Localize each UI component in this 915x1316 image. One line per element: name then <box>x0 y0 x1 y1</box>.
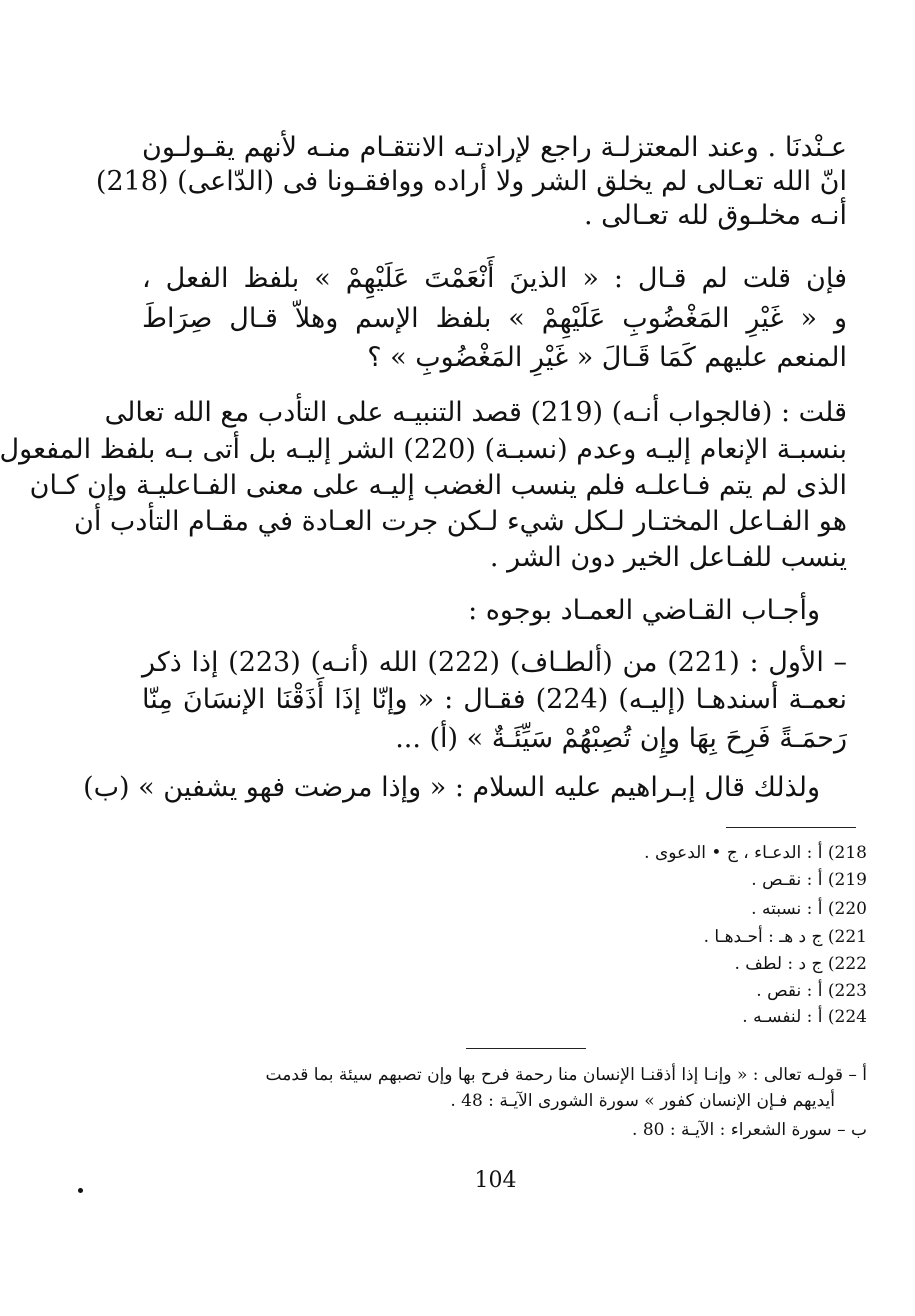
body-line: وأجـاب القـاضي العمـاد بوجوه : <box>468 595 820 626</box>
body-line: انّ الله تعـالى لم يخلق الشر ولا أراده ووافقـونا فى (الدّاعى) (218) <box>95 166 847 197</box>
body-line: المنعم عليهم كَمَا قَـالَ « غَيْرِ المَغْضُوبِ » ؟ <box>367 342 847 373</box>
footnote: 221) ج د هـ : أحـدهـا . <box>703 927 867 947</box>
body-line: بنسبـة الإنعام إليـه وعدم (نسبـة) (220) الشر إليـه بل أتى بـه بلفظ المفعول <box>0 434 847 465</box>
footnote: 222) ج د : لطف . <box>734 954 867 974</box>
margin-note: ب – سورة الشعراء : الآيـة : 80 . <box>632 1120 867 1140</box>
margin-note: أيديهم فـإن الإنسان كفور » سورة الشورى الآيـة : 48 . <box>450 1091 835 1111</box>
body-line: – الأول : (221) من (ألطـاف) (222) الله (أنـه) (223) إذا ذكر <box>142 647 848 678</box>
body-line: عـنْدنَا . وعند المعتزلـة راجع لإرادتـه الانتقـام منـه لأنهم يقـولـون <box>142 132 847 163</box>
body-line: ولذلك قال إبـراهيم عليه السلام : « وإذا مرضت فهو يشفين » (ب) <box>83 772 820 803</box>
body-line: نعمـة أسندهـا (إليـه) (224) فقـال : « وإنّا إذَا أَذَقْنَا الإنسَانَ مِنّا <box>142 684 848 715</box>
footnote: 219) أ : نقـص . <box>751 870 867 890</box>
footnote: 223) أ : نقص . <box>756 981 867 1001</box>
scan-mark <box>78 1188 83 1193</box>
body-line: ينسب للفـاعل الخير دون الشر . <box>489 542 847 573</box>
body-line: أنـه مخلـوق لله تعـالى . <box>584 200 847 231</box>
body-line: و « غَيْرِ المَغْضُوبِ عَلَيْهِمْ » بلفظ الإسم وهلاّ قـال صِرَاطَ <box>142 303 847 334</box>
body-line: فإن قلت لم قـال : « الذينَ أَنْعَمْتَ عَلَيْهِمْ » بلفظ الفعل ، <box>142 263 847 294</box>
footnote: 220) أ : نسبته . <box>751 899 867 919</box>
body-line: الذى لم يتم فـاعلـه فلم ينسب الغضب إليـه على معنى الفـاعليـة وإن كـان <box>29 470 847 501</box>
body-line: قلت : (فالجواب أنـه) (219) قصد التنبيـه على التأدب مع الله تعالى <box>104 397 847 428</box>
body-line: هو الفـاعل المختـار لـكل شيء لـكن جرت العـادة في مقـام التأدب أن <box>73 506 847 537</box>
footnote-divider <box>726 827 856 828</box>
notes-divider <box>466 1048 586 1049</box>
body-line: رَحمَـةً فَرِحَ بِهَا وإِن تُصِبْهُمْ سَيِّئَـةٌ » (أ) ... <box>395 723 847 754</box>
footnote: 224) أ : لنفسـه . <box>742 1007 867 1027</box>
page-number: 104 <box>474 1168 517 1193</box>
margin-note: أ – قولـه تعالى : « وإنـا إذا أذقنـا الإنسان منا رحمة فرح بها وإن تصبهم سيئة بما قدمت <box>265 1065 867 1085</box>
footnote: 218) أ : الدعـاء ، ج • الدعوى . <box>644 843 867 863</box>
